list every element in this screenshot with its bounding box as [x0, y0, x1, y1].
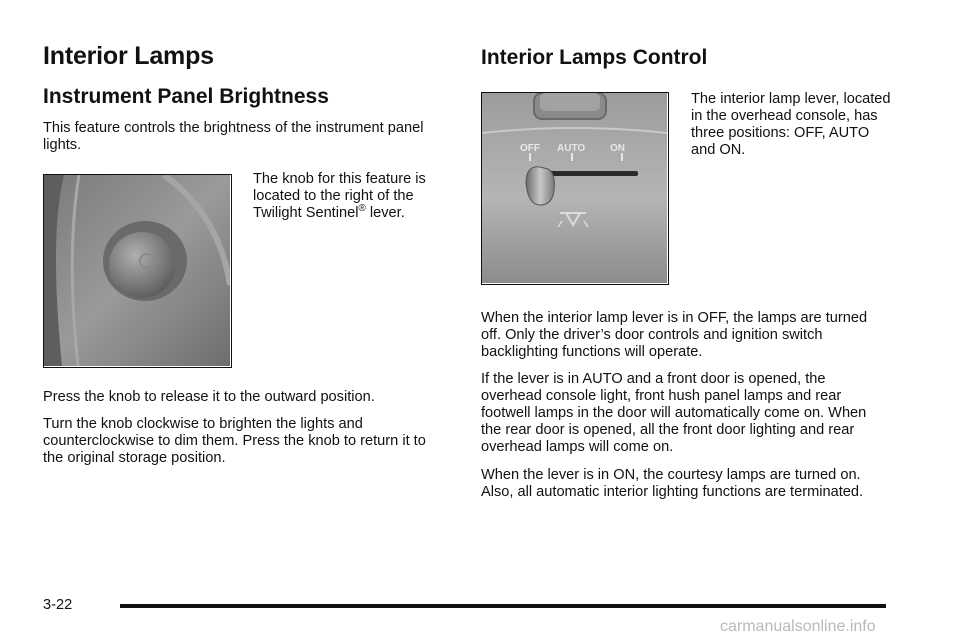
press-paragraph: Press the knob to release it to the outward position.: [43, 389, 375, 405]
registered-mark: ®: [358, 203, 366, 215]
photo-label-off: OFF: [520, 143, 540, 154]
knob-text-line-3b: lever.: [365, 205, 405, 221]
intro-paragraph: This feature controls the brightness of the instrument panel lights.: [43, 120, 424, 153]
photo-label-auto: AUTO: [557, 143, 586, 154]
page-number: 3-22: [43, 597, 73, 613]
photo-label-on: ON: [610, 143, 625, 154]
turn-paragraph: Turn the knob clockwise to brighten the lights and counterclockwise to dim them. Press the knob to return it to the original storage position.: [43, 416, 426, 466]
on-paragraph: When the lever is in ON, the courtesy lamps are turned on. Also, all automatic interior lighting functions are terminated.: [481, 467, 864, 500]
lever-positions-text: The interior lamp lever, located in the overhead console, has three positions: OFF, AUTO and ON.: [691, 91, 891, 158]
knob-photo: [43, 174, 232, 368]
auto-paragraph: If the lever is in AUTO and a front door is opened, the overhead console light, front hush panel lamps and rear footwell lamps in the door will automatically come on. When the rear door is opened, all the front door lighting and rear overhead lamps will come on.: [481, 371, 867, 455]
watermark-text: carmanualsonline.info: [720, 618, 876, 635]
section-heading-interior-lamps-control: Interior Lamps Control: [481, 46, 708, 69]
page-title: Interior Lamps: [43, 42, 214, 70]
off-paragraph: When the interior lamp lever is in OFF, the lamps are turned off. Only the driver’s door controls and ignition switch backlighting functions will operate.: [481, 310, 868, 360]
knob-text-line-2: located to the right of the: [253, 188, 414, 204]
lamp-lever-photo: [481, 92, 669, 285]
knob-location-text: [253, 171, 453, 222]
section-heading-instrument-panel: Instrument Panel Brightness: [43, 85, 329, 108]
footer-rule: [120, 604, 886, 608]
knob-text-line-3a: Twilight Sentinel: [253, 205, 359, 221]
knob-text-line-1: The knob for this feature is: [253, 171, 426, 187]
